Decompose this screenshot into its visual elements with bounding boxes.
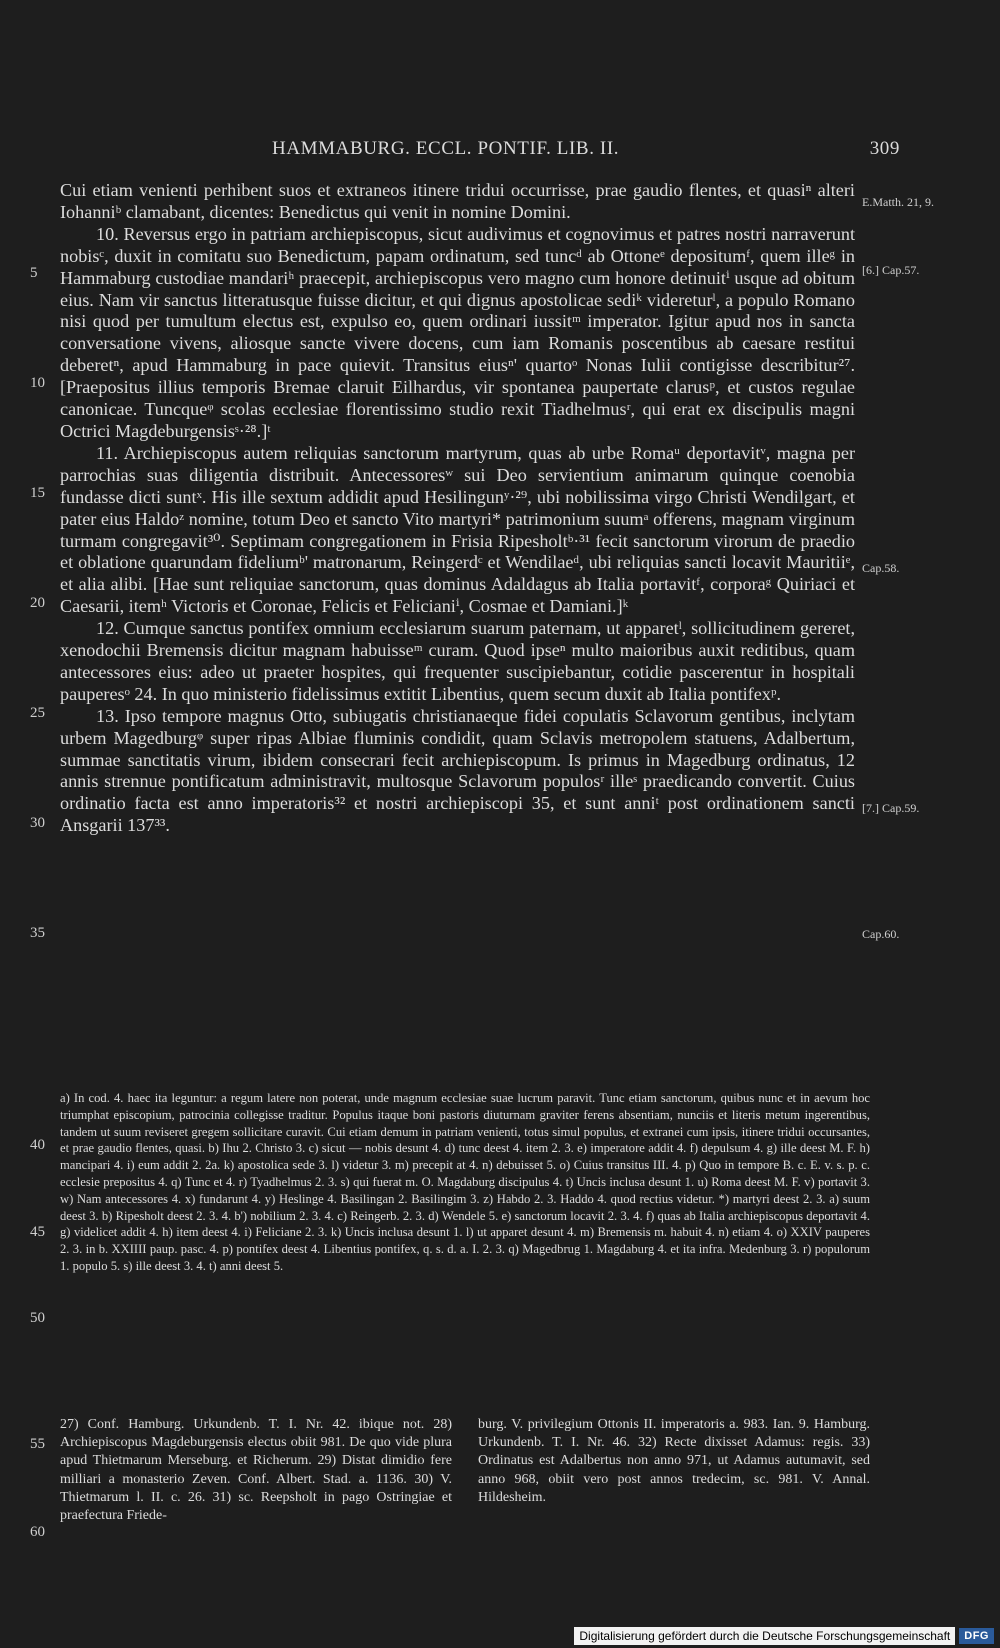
- margin-note-1: E.Matth. 21, 9.: [862, 195, 934, 209]
- line-number: 55: [30, 1436, 45, 1452]
- page-number: 309: [869, 138, 900, 159]
- funding-credit: Digitalisierung gefördert durch die Deutsche Forschungsgemeinschaft: [574, 1627, 955, 1645]
- margin-note-3: Cap.58.: [862, 561, 900, 575]
- apparatus-text: a) In cod. 4. haec ita leguntur: a regum latere non poterat, unde magnum ecclesiae suae lucrum paravit. Tunc etiam sanctorum, quibus nunc et in aevum hoc triumphat episcopium, patrocinia collegisse traditur. Populus itaque boni pastoris diuturnam graviter ferens absentiam, nunciis et literis metum ingerentibus, tandem ut suum reviseret gregem sollicitare curavit. Cui etiam demum in patriam venienti, totus simul populus, et extranei cum ipsis, itinere tridui occursantes, et prae gaudio flentes, quasi. b) Ihu 2. Christo 3. c) sicut — nobis desunt 4. d) tunc deest 4. item 2. 3. e) imperatore addit 4. f) depulsum 4. g) ille deest M. F. h) mancipari 4. i) eum addit 2. 2a. k) apostolica sede 3. l) videtur 3. m) precepit at 4. n) debuisset 5. o) Cuius transitus III. 4. p) Quo in tempore B. c. E. v. s. p. c. ecclesie prepositus 4. q) Tunc et 4. r) Tyadhelmus 2. 3. s) qui fuerat m. O. Magdaburg discipulus 4. t) Uncis inclusa desunt 1. u) Roma deest M. F. v) portavit 3. w) Nam antecessores 4. x) fundarunt 4. y) Heslinge 4. Basilingan 2. Basilingim 3. z) Habdo 2. 3. Haddo 4. quod rectius videtur. *) martyri deest 2. 3. a) suum deest 3. b) Ripesholt deest 2. 3. 4. b') nobilium 2. 3. 4. c) Reingerb. 2. 3. d) Wendele 5. e) sanctorum locavit 2. 3. 4. f) quas ab Italia archiepiscopus deportavit 4. g) videlicet addit 4. h) item deest 4. i) Feliciane 2. 3. k) Uncis inclusa desunt 1. l) ut apparet desunt 4. m) Bremensis m. habuit 4. n) etiam 4. o) XXIV pauperes 2. 3. in b. XXIIII paup. pasc. 4. p) pontifex deest 4. Libentius pontifex, q. s. d. a. I. 2. 3. q) Magedbrug 1. Magdaburg 4. et ita infra. Medenburg 3. r) populorum 1. populo 5. s) ille deest 3. 4. t) anni deest 5.: [60, 1091, 870, 1273]
- line-number: 45: [30, 1224, 45, 1240]
- line-number: 40: [30, 1137, 45, 1153]
- paragraph: 13. Ipso tempore magnus Otto, subiugatis christianaeque fidei copulatis Sclavorum gentibus, inclytam urbem Magedburgᵠ super ripas Albiae fluminis condidit, quam Sclavis metropolem statuens, Adalbertum, summae sanctitatis virum, ibidem consecrari fecit archiepiscopum. Is primus in Magedburg ordinatus, 12 annis strennue pontificatum administravit, multosque Sclavorum populosʳ illeˢ praedicando convertit. Cuius ordinatio facta est anno imperatoris³² et nostri archiepiscopi 35, et sunt anniᵗ post ordinationem sancti Ansgarii 137³³.: [60, 705, 855, 836]
- margin-note-2: [6.] Cap.57.: [862, 263, 920, 277]
- line-number: 60: [30, 1524, 45, 1540]
- margin-note-4: [7.] Cap.59.: [862, 801, 920, 815]
- paragraph: 10. Reversus ergo in patriam archiepiscopus, sicut audivimus et cognovimus et patres nostri narraverunt nobisᶜ, duxit in comitatu suo Benedictum, papam ordinatum, sed tuncᵈ ab Ottoneᵉ depositumᶠ, quem illeᵍ in Hammaburg custodiae mandariʰ praecepit, archiepiscopus vero magno cum honore detinuitⁱ usque ad obitum eius. Nam vir sanctus litteratusque fuisse dicitur, et qui dignus apostolicae sediᵏ videreturˡ, a populo Romano nisi quod per tumultum electus est, expulso eo, quem ordinari iussitᵐ imperator. Igitur apud nos in sancta conversatione vivens, aliosque sancte vivere docens, cum iam Romanis poscentibus ab caesare restitui deberetⁿ, apud Hammaburg in pace quievit. Transitus eiusⁿ' quartoᵒ Nonas Iulii contigisse describitur²⁷. [Praepositus illius temporis Bremae claruit Eilhardus, vir spontanea paupertate clarusᵖ, et custos regulae canonicae. Tuncqueᵠ scolas ecclesiae florentissimo studio rexit Tiadhelmusʳ, qui erat ex discipulis magni Octrici Magdeburgensisˢ·²⁸.]ᵗ: [60, 223, 855, 441]
- line-number: 25: [30, 705, 45, 721]
- footnotes-left-column: 27) Conf. Hamburg. Urkundenb. T. I. Nr. 42. ibique not. 28) Archiepiscopus Magdeburgensis electus obiit 981. De quo vide plura apud Thietmarum Merseburg. et Richerum. 29) Distat dimidio fere milliari a monasterio Zeven. Conf. Albert. Stad. a. 1136. 30) V. Thietmarum l. II. c. 26. 31) sc. Reepsholt in pago Ostringiae et praefectura Friede-: [60, 1417, 452, 1524]
- line-number: 30: [30, 815, 45, 831]
- paragraph: 12. Cumque sanctus pontifex omnium ecclesiarum suarum paternam, ut apparetˡ, sollicitudinem gereret, xenodochii Bremensis dicitur magnam habuisseᵐ curam. Quod ipseⁿ multo maioribus auxit reditibus, quam antecessores eius: adeo ut praeter hospites, qui frequenter suscipiebantur, cotidie pascerentur in hospitali pauperesᵒ 24. In quo ministerio fidelissimus extitit Libentius, quem secum duxit ab Italia pontifexᵖ.: [60, 618, 855, 704]
- margin-note-5: Cap.60.: [862, 927, 900, 941]
- running-title: HAMMABURG. ECCL. PONTIF. LIB. II.: [272, 138, 620, 159]
- line-number: 10: [30, 375, 45, 391]
- line-number: 50: [30, 1310, 45, 1326]
- paragraph: Cui etiam venienti perhibent suos et extraneos itinere tridui occurrisse, prae gaudio flentes, et quasiⁿ alteri Iohanniᵇ clamabant, dicentes: Benedictus qui venit in nomine Domini.: [60, 180, 855, 222]
- line-number: 20: [30, 595, 45, 611]
- digitization-footer: [574, 1626, 994, 1646]
- dfg-logo: DFG: [959, 1628, 994, 1644]
- paragraph: 11. Archiepiscopus autem reliquias sanctorum martyrum, quas ab urbe Romaᵘ deportavitᵛ, magna per parrochias suas diligentia distribuit. Antecessoresʷ sui Deo servientium animarum quinque coenobia fundasse dicti suntˣ. His ille sextum addidit apud Hesilingunʸ·²⁹, ubi nobilissima virgo Christi Wendilgart, et pater eius Haldoᶻ nomine, totum Deo et sancto Vito martyri* patrimonium suumᵃ offerens, magnam virginum turmam congregavit³⁰. Septimam congregationem in Frisia Ripesholtᵇ·³¹ fecit sanctorum virorum de praedio et oblatione quarundam fideliumᵇ' matronarum, Reingerdᶜ et Wendilaeᵈ, ubi reliquias sancti locavit Mauritiiᵉ, et alia alibi. [Hae sunt reliquiae sanctorum, quas dominus Adaldagus ab Italia portavitᶠ, corporaᵍ Quiriaci et Caesarii, itemʰ Victoris et Coronae, Felicis et Felicianiⁱ, Cosmae et Damiani.]ᵏ: [60, 442, 855, 617]
- critical-apparatus: [60, 1090, 870, 1275]
- line-number: 5: [30, 265, 38, 281]
- main-text: [60, 180, 855, 837]
- running-header: [60, 138, 900, 166]
- line-number: 35: [30, 925, 45, 941]
- footnotes-right-column: burg. V. privilegium Ottonis II. imperatoris a. 983. Ian. 9. Hamburg. Urkundenb. T. I. Nr. 46. 32) Recte dixisset Adamus: regis. 33) Ordinatus est Adalbertus non anno 971, ut Adamus autumavit, sed anno 968, obiit vero post annos tredecim, sc. 981. V. Annal. Hildesheim.: [478, 1417, 870, 1505]
- footnotes: [60, 1416, 870, 1525]
- line-number: 15: [30, 485, 45, 501]
